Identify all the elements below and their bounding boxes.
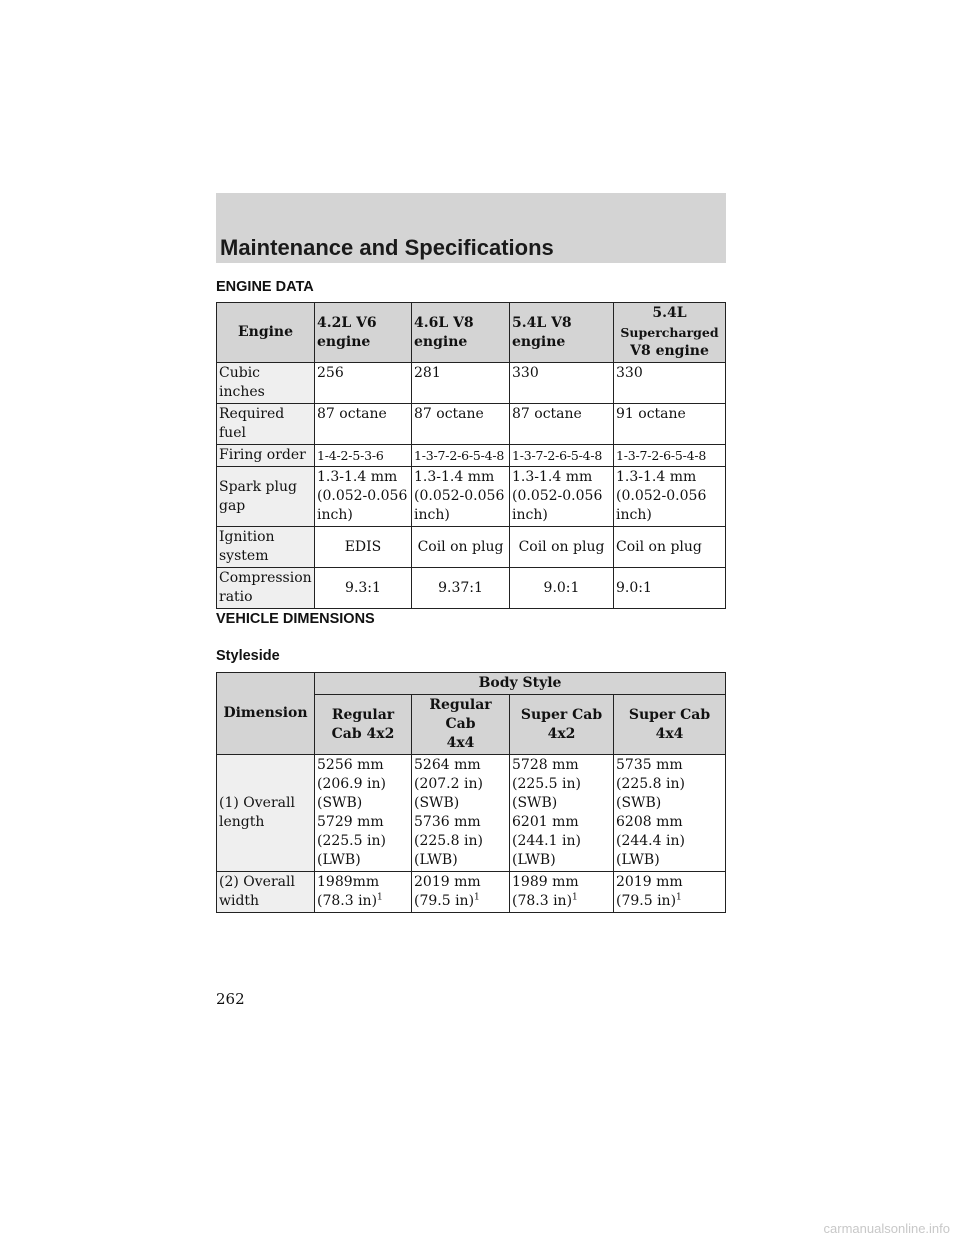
table-cell: 9.37:1: [412, 568, 510, 609]
table-cell: 1.3-1.4 mm (0.052-0.056 inch): [315, 467, 412, 527]
footnote-marker: 1: [377, 892, 383, 903]
table-cell: 5735 mm (225.8 in) (SWB) 6208 mm (244.4 in) (LWB): [614, 755, 726, 872]
table-cell: [510, 872, 614, 913]
table-cell: 1-4-2-5-3-6: [315, 445, 412, 467]
table-cell: 330: [614, 363, 726, 404]
table-cell: 5256 mm (206.9 in) (SWB) 5729 mm (225.5 in) (LWB): [315, 755, 412, 872]
table-cell: 5264 mm (207.2 in) (SWB) 5736 mm (225.8 in) (LWB): [412, 755, 510, 872]
table-cell: EDIS: [315, 527, 412, 568]
vehicle-dimensions-heading: VEHICLE DIMENSIONS: [216, 611, 375, 627]
table-cell: 1.3-1.4 mm (0.052-0.056 inch): [510, 467, 614, 527]
table-row: [217, 755, 726, 872]
page-section-title: Maintenance and Specifications: [220, 235, 554, 260]
vehicle-dimensions-table: [216, 672, 726, 913]
page-number: 262: [216, 990, 245, 1008]
body-style-header: Body Style: [315, 673, 726, 695]
table-cell: 256: [315, 363, 412, 404]
cell-value: 1989mm (78.3 in): [317, 874, 380, 909]
table-cell: [412, 872, 510, 913]
super-cab-4x4-header: Super Cab 4x4: [614, 695, 726, 755]
supercharged-header-line3: V8 engine: [630, 343, 709, 359]
super-cab-4x2-header: Super Cab 4x2: [510, 695, 614, 755]
row-label-spark-plug-gap: Spark plug gap: [217, 467, 315, 527]
cell-value: 2019 mm (79.5 in): [414, 874, 481, 909]
styleside-subheading: Styleside: [216, 648, 280, 664]
footnote-marker: 1: [676, 892, 682, 903]
row-label-overall-width: (2) Overall width: [217, 872, 315, 913]
engine-column-header: Engine: [217, 303, 315, 363]
cell-value: 2019 mm (79.5 in): [616, 874, 683, 909]
table-cell: 1-3-7-2-6-5-4-8: [510, 445, 614, 467]
table-cell: 1.3-1.4 mm (0.052-0.056 inch): [614, 467, 726, 527]
table-row: [217, 404, 726, 445]
row-label-overall-length: (1) Overall length: [217, 755, 315, 872]
row-label-required-fuel: Required fuel: [217, 404, 315, 445]
site-watermark: carmanualsonline.info: [823, 1221, 950, 1236]
table-cell: 1-3-7-2-6-5-4-8: [614, 445, 726, 467]
engine-54-v8-header: 5.4L V8 engine: [510, 303, 614, 363]
table-cell: 9.0:1: [510, 568, 614, 609]
table-cell: 330: [510, 363, 614, 404]
table-cell: 87 octane: [412, 404, 510, 445]
dimension-column-header: Dimension: [217, 673, 315, 755]
table-cell: Coil on plug: [614, 527, 726, 568]
dimensions-group-header-row: [217, 673, 726, 695]
regular-cab-4x2-header: Regular Cab 4x2: [315, 695, 412, 755]
engine-42-v6-header: 4.2L V6 engine: [315, 303, 412, 363]
table-cell: [614, 872, 726, 913]
table-cell: [315, 872, 412, 913]
table-row: [217, 445, 726, 467]
cell-value: 1989 mm (78.3 in): [512, 874, 579, 909]
table-cell: 1-3-7-2-6-5-4-8: [412, 445, 510, 467]
row-label-ignition-system: Ignition system: [217, 527, 315, 568]
engine-data-table: [216, 302, 726, 609]
row-label-cubic-inches: Cubic inches: [217, 363, 315, 404]
table-cell: 281: [412, 363, 510, 404]
table-row: [217, 363, 726, 404]
row-label-firing-order: Firing order: [217, 445, 315, 467]
table-cell: 1.3-1.4 mm (0.052-0.056 inch): [412, 467, 510, 527]
table-cell: 9.3:1: [315, 568, 412, 609]
engine-table-header-row: [217, 303, 726, 363]
table-cell: 87 octane: [315, 404, 412, 445]
table-cell: 5728 mm (225.5 in) (SWB) 6201 mm (244.1 in) (LWB): [510, 755, 614, 872]
table-row: [217, 568, 726, 609]
table-row: [217, 527, 726, 568]
engine-46-v8-header: 4.6L V8 engine: [412, 303, 510, 363]
supercharged-header-line1: 5.4L: [652, 305, 687, 321]
footnote-marker: 1: [572, 892, 578, 903]
table-cell: Coil on plug: [412, 527, 510, 568]
engine-54-supercharged-header: [614, 303, 726, 363]
footnote-marker: 1: [474, 892, 480, 903]
engine-data-heading: ENGINE DATA: [216, 279, 314, 295]
row-label-compression-ratio: Compression ratio: [217, 568, 315, 609]
section-header-band: [216, 193, 726, 263]
table-cell: 87 octane: [510, 404, 614, 445]
table-row: [217, 872, 726, 913]
regular-cab-4x4-header: Regular Cab 4x4: [412, 695, 510, 755]
table-row: [217, 467, 726, 527]
table-cell: Coil on plug: [510, 527, 614, 568]
supercharged-header-line2: Supercharged: [620, 325, 719, 340]
table-cell: 9.0:1: [614, 568, 726, 609]
table-cell: 91 octane: [614, 404, 726, 445]
